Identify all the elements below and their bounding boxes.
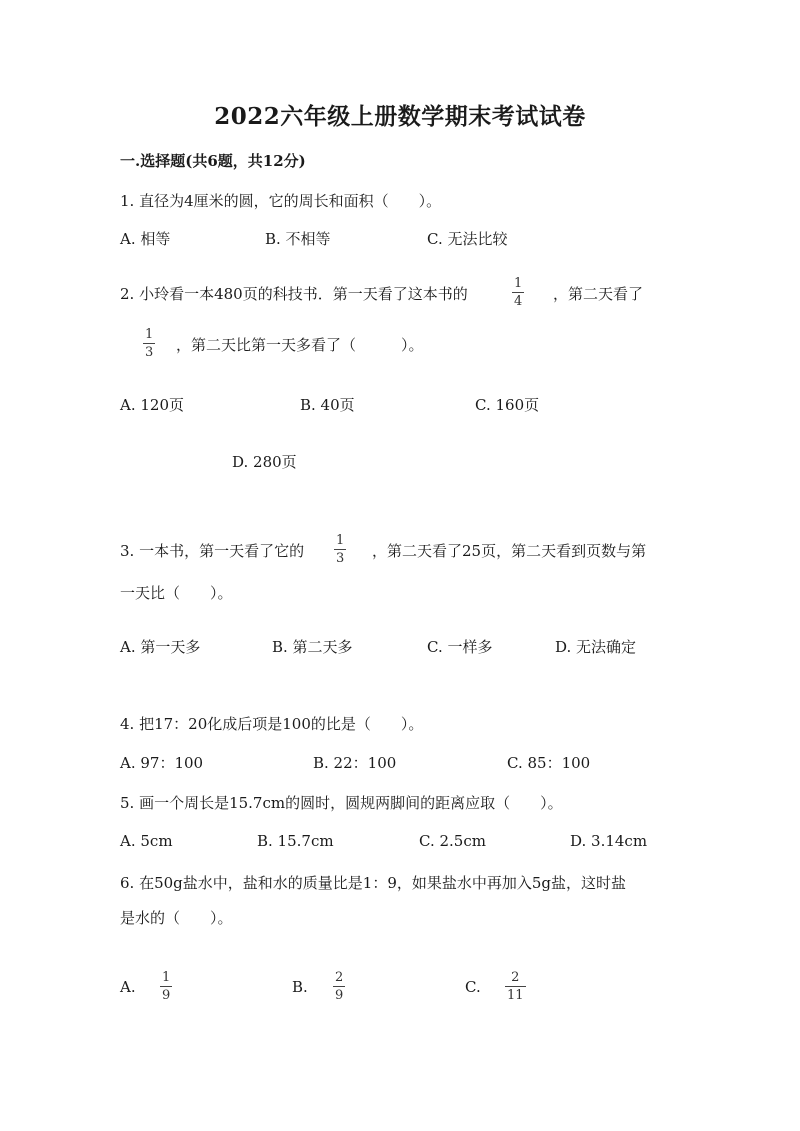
q2-option-d[interactable]: D. 280页 [232,453,297,471]
fraction-denominator: 9 [335,988,344,1003]
question-6-line-2: 是水的（ ）。 [120,909,233,927]
fraction-denominator: 9 [162,988,171,1003]
question-6-line-1: 6. 在50g盐水中，盐和水的质量比是1：9，如果盐水中再加入5g盐，这时盐 [120,874,627,892]
q3-option-b[interactable]: B. 第二天多 [272,638,353,656]
q6-option-b-label[interactable]: B. [292,978,308,996]
q3-option-a[interactable]: A. 第一天多 [120,638,201,656]
q6-option-b-fraction[interactable] [333,971,345,1002]
q2-option-a[interactable]: A. 120页 [120,396,184,414]
question-3-line-1b: ，第二天看了25页，第二天看到页数与第 [372,542,647,560]
fraction-denominator: 3 [145,345,154,360]
question-2-line-1: 2. 小玲看一本480页的科技书．第一天看了这本书的 [120,285,468,303]
question-5: 5. 画一个周长是15.7cm的圆时，圆规两脚间的距离应取（ ）。 [120,794,563,812]
q1-option-a[interactable]: A. 相等 [120,230,171,248]
fraction-numerator: 1 [514,276,523,291]
fraction-numerator: 1 [145,327,154,342]
q3-fraction [334,534,346,565]
fraction-denominator: 3 [336,551,345,566]
question-3-line-2: 一天比（ ）。 [120,584,233,602]
question-1: 1. 直径为4厘米的圆，它的周长和面积（ ）。 [120,192,442,210]
q5-option-a[interactable]: A. 5cm [120,832,173,850]
fraction-numerator: 1 [162,970,171,985]
q4-option-a[interactable]: A. 97：100 [120,754,204,772]
q4-option-c[interactable]: C. 85：100 [507,754,591,772]
q6-option-a-label[interactable]: A. [120,978,136,996]
q3-option-d[interactable]: D. 无法确定 [555,638,637,656]
q4-option-b[interactable]: B. 22：100 [313,754,397,772]
fraction-denominator: 4 [514,294,523,309]
q5-option-c[interactable]: C. 2.5cm [419,832,486,850]
q2-fraction-1 [512,277,524,308]
q1-option-c[interactable]: C. 无法比较 [427,230,508,248]
section-heading: 一.选择题(共6题，共12分) [120,152,306,170]
question-2-line-2: ，第二天比第一天多看了（ ）。 [176,336,424,354]
fraction-numerator: 2 [511,970,520,985]
question-3-line-1: 3. 一本书，第一天看了它的 [120,542,305,560]
q5-option-b[interactable]: B. 15.7cm [257,832,334,850]
question-4: 4. 把17：20化成后项是100的比是（ ）。 [120,715,424,733]
q6-option-a-fraction[interactable] [160,971,172,1002]
fraction-numerator: 2 [335,970,344,985]
q5-option-d[interactable]: D. 3.14cm [570,832,648,850]
question-2-line-1b: ，第二天看了 [553,285,644,303]
fraction-numerator: 1 [336,533,345,548]
q6-option-c-fraction[interactable] [505,971,526,1002]
q2-option-b[interactable]: B. 40页 [300,396,355,414]
q2-fraction-2 [143,328,155,359]
q2-option-c[interactable]: C. 160页 [475,396,540,414]
q1-option-b[interactable]: B. 不相等 [265,230,331,248]
q6-option-c-label[interactable]: C. [465,978,481,996]
fraction-denominator: 11 [507,988,524,1003]
q3-option-c[interactable]: C. 一样多 [427,638,493,656]
page-title: 2022六年级上册数学期末考试试卷 [214,103,586,130]
